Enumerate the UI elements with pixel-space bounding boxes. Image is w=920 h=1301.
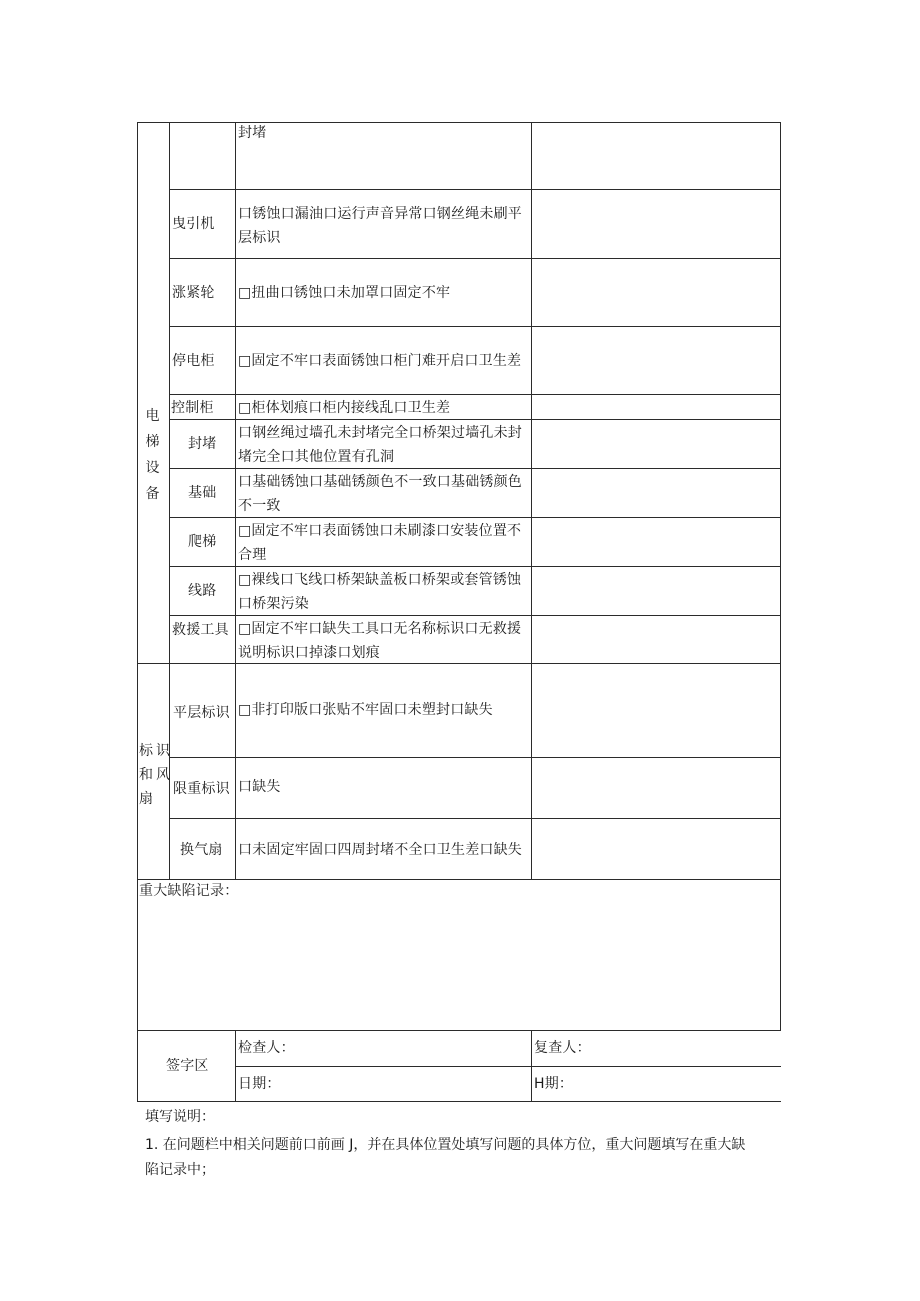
item-foundation: 基础 [188, 485, 217, 501]
item-sealing: 封堵 [188, 436, 217, 452]
notes-title: 填写说明： [145, 1109, 215, 1125]
group-label-signs-line1: 标识 [139, 743, 173, 759]
reviewer-field[interactable]: 复查人： [534, 1040, 591, 1056]
table-line [531, 1030, 532, 1102]
table-line [235, 122, 236, 879]
item-ventilation-fan: 换气扇 [180, 842, 223, 858]
item-tension-wheel: 涨紧轮 [172, 285, 215, 301]
inspector-field[interactable]: 检查人： [238, 1040, 295, 1056]
row-text-control-cabinet: □柜体划痕口柜内接线乱口卫生差 [238, 400, 451, 416]
table-line [169, 818, 781, 819]
table-line [169, 258, 781, 259]
item-weight-limit-sign: 限重标识 [173, 781, 230, 797]
table-line [235, 1030, 236, 1102]
top-row-text: 封堵 [238, 125, 267, 141]
table-line [169, 189, 781, 190]
row-text-ladder: □固定不牢口表面锈蚀口未刷漆口安装位置不合理 [238, 523, 522, 563]
group-label-elevator: 电梯设备 [145, 408, 162, 502]
table-line [780, 122, 781, 1030]
item-level-sign: 平层标识 [173, 705, 230, 721]
table-line [169, 326, 781, 327]
item-traction-machine: 曳引机 [172, 216, 215, 232]
major-defects-label: 重大缺陷记录： [139, 883, 239, 899]
date-field-1[interactable]: 日期： [238, 1076, 281, 1092]
group-label-signs-line3: 扇 [139, 791, 154, 807]
table-line [137, 122, 781, 123]
item-power-cabinet: 停电柜 [172, 353, 215, 369]
item-control-cabinet: 控制柜 [171, 400, 214, 416]
row-text-level-sign: □非打印版口张贴不牢固口未塑封口缺失 [238, 702, 493, 718]
table-line [137, 1101, 781, 1102]
table-line [137, 1030, 781, 1031]
row-text-sealing: 口钢丝绳过墙孔未封堵完全口桥架过墙孔未封堵完全口其他位置有孔洞 [238, 425, 522, 465]
row-text-traction-machine: 口锈蚀口漏油口运行声音异常口钢丝绳未刷平层标识 [238, 206, 522, 246]
item-rescue-tools: 救援工具 [172, 622, 229, 638]
row-text-power-cabinet: □固定不牢口表面锈蚀口柜门难开启口卫生差 [238, 353, 522, 369]
row-text-rescue-tools: □固定不牢口缺失工具口无名称标识口无救援说明标识口掉漆口划痕 [238, 621, 522, 661]
row-text-wiring: □裸线口飞线口桥架缺盖板口桥架或套管锈蚀口桥架污染 [238, 572, 522, 612]
notes-item1-line1: 1. 在问题栏中相关问题前口前画 J，并在具体位置处填写问题的具体方位，重大问题填写在重大缺 [145, 1137, 746, 1153]
table-line [235, 1066, 781, 1067]
sign-area-label: 签字区 [166, 1058, 209, 1074]
row-text-ventilation-fan: 口未固定牢固口四周封堵不全口卫生差口缺失 [238, 842, 522, 858]
row-text-foundation: 口基础锈蚀口基础锈颜色不一致口基础锈颜色不一致 [238, 474, 522, 514]
row-text-tension-wheel: □扭曲口锈蚀口未加罩口固定不牢 [238, 285, 451, 301]
row-text-weight-limit-sign: 口缺失 [238, 779, 281, 795]
notes-item1-line2: 陷记录中； [145, 1162, 215, 1178]
table-line [169, 757, 781, 758]
table-line [137, 122, 138, 1102]
date-field-2[interactable]: H期： [534, 1076, 574, 1092]
table-line [169, 394, 781, 395]
item-wiring: 线路 [188, 583, 217, 599]
group-label-signs-line2: 和风 [139, 767, 173, 783]
item-ladder: 爬梯 [188, 534, 217, 550]
